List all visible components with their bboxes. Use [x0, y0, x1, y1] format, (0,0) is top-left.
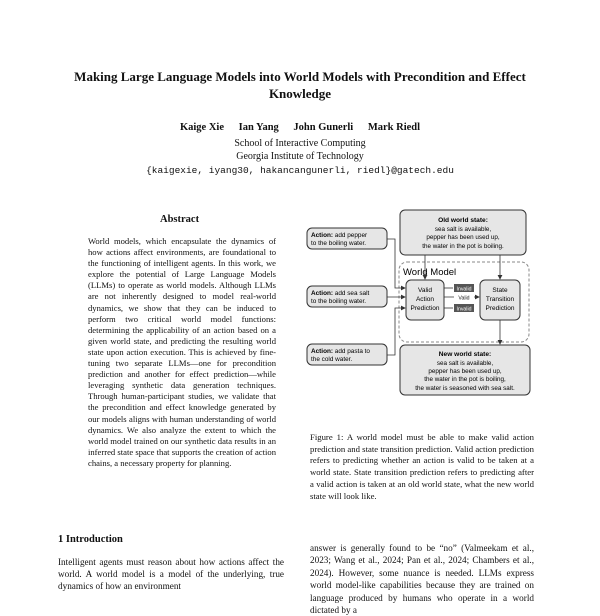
introduction-text: Intelligent agents must reason about how actions affect the world. A world model is a model of the underlying, true dynamics of how an environment — [58, 557, 284, 591]
old-state-line: the water in the pot is boiling. — [422, 243, 504, 250]
svg-text:Action: Action — [415, 296, 435, 303]
author-name: Kaige Xie — [179, 122, 224, 133]
svg-text:Prediction: Prediction — [410, 305, 440, 312]
world-model-figure — [303, 206, 538, 428]
author-name: John Gunerli — [293, 122, 354, 133]
svg-text:to the boiling water.: to the boiling water. — [311, 298, 367, 305]
old-state-line: pepper has been used up, — [426, 234, 500, 241]
svg-text:Invalid: Invalid — [456, 286, 472, 293]
new-state-title: New world state: — [438, 351, 492, 358]
affiliation-school: School of Interactive Computing — [234, 138, 366, 149]
affiliation-institute: Georgia Institute of Technology — [236, 151, 364, 162]
svg-text:Invalid: Invalid — [456, 306, 472, 313]
author-name: Mark Riedl — [367, 122, 421, 133]
svg-text:the water is seasoned with sea: the water is seasoned with sea salt. — [415, 385, 515, 392]
svg-text:the water in the pot is boilin: the water in the pot is boiling, — [424, 376, 506, 383]
action-1-text: Action: add pepper — [311, 232, 368, 239]
author-emails: {kaigexie, iyang30, hakancangunerli, riedl}@gatech.edu — [146, 165, 454, 176]
action-2-text: Action: add sea salt — [311, 290, 370, 297]
right-column-text: answer is generally found to be “no” (Valmeekam et al., 2023; Wang et al., 2024; Pan et al., 2024; Chambers et al., 2024). However, some nuance is needed. LLMs express world model-like capabilities because they are trained on language produced by humans who operate in a world dictated by a — [310, 543, 534, 616]
old-state-title: Old world state: — [438, 217, 488, 224]
paper-title: Making Large Language Models into World Models with Precondition and Effect Knowledge — [74, 69, 526, 101]
svg-text:Valid: Valid — [458, 295, 470, 302]
svg-text:Prediction: Prediction — [485, 305, 515, 312]
svg-text:State: State — [492, 287, 508, 294]
author-name: Ian Yang — [238, 122, 279, 133]
svg-text:to the boiling water.: to the boiling water. — [311, 240, 367, 247]
svg-text:sea salt is available,: sea salt is available, — [436, 360, 494, 367]
svg-text:Transition: Transition — [485, 296, 515, 303]
svg-text:the cold water.: the cold water. — [311, 356, 353, 363]
abstract-heading: Abstract — [160, 214, 200, 225]
world-model-label: World Model — [403, 267, 457, 278]
svg-text:pepper has been used up,: pepper has been used up, — [428, 368, 502, 375]
abstract-text: World models, which encapsulate the dynamics of how actions affect environments, are foundational to the functioning of intelligent agents. In this work, we explore the potential of Large Language Models (LLMs) to operate as world models. Although LLMs are not inherently designed to model real-world dynamics, we show that they can be induced to perform two critical world model functions: determining the applicability of an action based on a given world state, and predicting the resulting world state upon action execution. This is achieved by fine-tuning two separate LLMs—one for precondition prediction and another for effect prediction—while leveraging synthetic data generation techniques. Through human-participant studies, we validate that the precondition and effect knowledge generated by our models aligns with human understanding of world dynamics. We also analyze the extent to which the world model trained on our synthetic data results in an inferred state space that supports the creation of action chains, a necessary property for planning. — [88, 236, 276, 468]
svg-text:Valid: Valid — [418, 287, 432, 294]
action-3-text: Action: add pasta to — [311, 348, 370, 355]
figure-caption: Figure 1: A world model must be able to make valid action prediction and state transition prediction. Valid action prediction refers to predicting whether an action is valid to be taken at a world state. State transition prediction refers to predicting after a valid action is taken at an old world state, what the new world state will look like. — [310, 432, 534, 501]
section-heading-introduction: 1 Introduction — [58, 534, 123, 545]
old-state-line: sea salt is available, — [434, 226, 492, 233]
author-list — [60, 122, 540, 133]
